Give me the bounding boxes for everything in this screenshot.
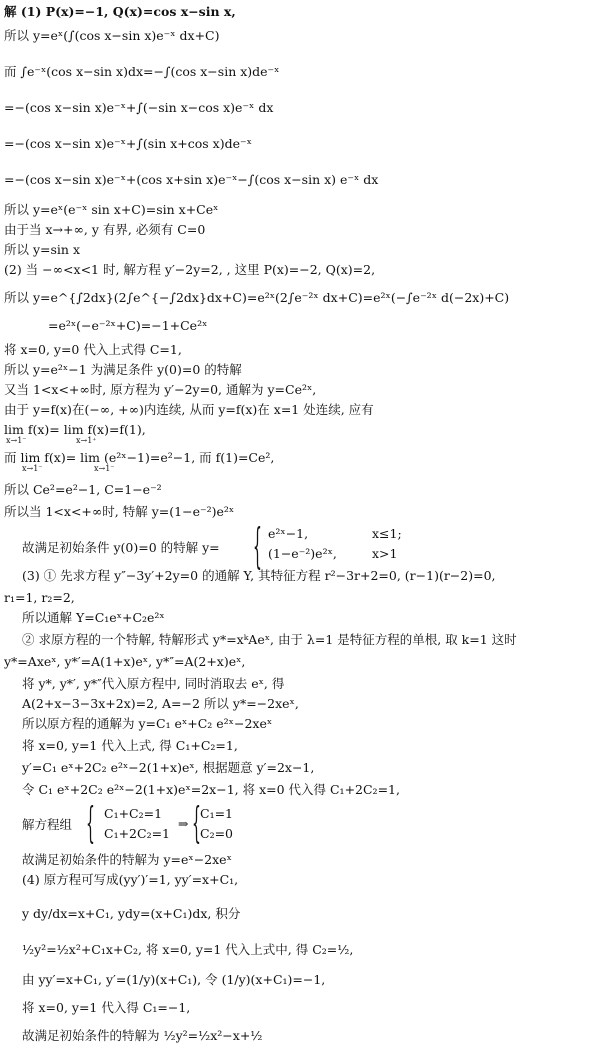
line-12: 将 x=0, y=0 代入上式得 C=1, [4, 342, 182, 357]
brace-symbol: { [253, 521, 262, 576]
line-35: y dy/dx=x+C₁, ydy=(x+C₁)dx, 积分 [22, 906, 241, 921]
system-brace-left: { [86, 801, 95, 849]
line-3: =−(cos x−sin x)e⁻ˣ+∫(−sin x−cos x)e⁻ˣ dx [4, 100, 274, 115]
system-right-eq2: C₂=0 [200, 826, 234, 841]
piece-case2-cond: x>1 [372, 546, 398, 561]
line-36: ½y²=½x²+C₁x+C₂, 将 x=0, y=1 代入上式中, 得 C₂=½, [22, 942, 354, 957]
piece-case1-cond: x≤1; [372, 526, 402, 541]
line-33: 故满足初始条件的特解为 y=eˣ−2xeˣ [22, 852, 232, 867]
line-38: 将 x=0, y=1 代入得 C₁=−1, [22, 1000, 191, 1015]
line-19: 所以当 1<x<+∞时, 特解 y=(1−e⁻²)e²ˣ [4, 504, 235, 519]
line-5: =−(cos x−sin x)e⁻ˣ+(cos x+sin x)e⁻ˣ−∫(cos x−sin x) e⁻ˣ dx [4, 172, 379, 187]
line-37: 由 yy′=x+C₁, y′=(1/y)(x+C₁), 令 (1/y)(x+C₁)=−1, [22, 972, 326, 987]
piece-case2-expr: (1−e⁻²)e²ˣ, [268, 546, 337, 561]
solution-label: 解 (1) P(x)=−1, Q(x)=cos x−sin x, [4, 4, 236, 19]
line-27: A(2+x−3−3x+2x)=2, A=−2 所以 y*=−2xeˣ, [22, 696, 299, 711]
line-24: ② 求原方程的一个特解, 特解形式 y*=xᵏAeˣ, 由于 λ=1 是特征方程的单根, 取 k=1 这时 [22, 632, 517, 647]
system-left-eq2: C₁+2C₂=1 [104, 826, 171, 841]
lim-sub-1: x→1⁻ [6, 436, 27, 445]
line-30: y′=C₁ eˣ+2C₂ e²ˣ−2(1+x)eˣ, 根据题意 y′=2x−1, [22, 760, 315, 775]
line-31: 令 C₁ eˣ+2C₂ e²ˣ−2(1+x)eˣ=2x−1, 将 x=0 代入得 C₁+2C₂=1, [22, 782, 400, 797]
line-21: (3) ① 先求方程 y″−3y′+2y=0 的通解 Y, 其特征方程 r²−3r+2=0, (r−1)(r−2)=0, [22, 568, 496, 583]
line-14: 又当 1<x<+∞时, 原方程为 y′−2y=0, 通解为 y=Ce²ˣ, [4, 382, 317, 397]
system-right-eq1: C₁=1 [200, 806, 234, 821]
line-29: 将 x=0, y=1 代入上式, 得 C₁+C₂=1, [22, 738, 238, 753]
line-26: 将 y*, y*′, y*″代入原方程中, 同时消取去 eˣ, 得 [22, 676, 285, 691]
line-2: 而 ∫e⁻ˣ(cos x−sin x)dx=−∫(cos x−sin x)de⁻ˣ [4, 64, 280, 79]
line-28: 所以原方程的通解为 y=C₁ eˣ+C₂ e²ˣ−2xeˣ [22, 716, 273, 731]
line-20: 故满足初始条件 y(0)=0 的特解 y= [22, 540, 220, 555]
line-8: 所以 y=sin x [4, 242, 80, 257]
part1-heading [4, 4, 236, 20]
line-32: 解方程组 [22, 817, 73, 832]
line-17: 而 lim f(x)= lim (e²ˣ−1)=e²−1, 而 f(1)=Ce², [4, 450, 275, 465]
line-13: 所以 y=e²ˣ−1 为满足条件 y(0)=0 的特解 [4, 362, 242, 377]
line-4: =−(cos x−sin x)e⁻ˣ+∫(sin x+cos x)de⁻ˣ [4, 136, 252, 151]
line-7: 由于当 x→+∞, y 有界, 必须有 C=0 [4, 222, 206, 237]
line-39: 故满足初始条件的特解为 ½y²=½x²−x+½ [22, 1028, 263, 1043]
lim-sub-3: x→1⁻ [22, 464, 43, 473]
line-25: y*=Axeˣ, y*′=A(1+x)eˣ, y*″=A(2+x)eˣ, [4, 654, 246, 669]
line-34: (4) 原方程可写成(yy′)′=1, yy′=x+C₁, [22, 872, 239, 887]
lim-sub-4: x→1⁻ [94, 464, 115, 473]
system-arrow: ⇒ [178, 816, 189, 831]
line-22: r₁=1, r₂=2, [4, 590, 75, 605]
line-23: 所以通解 Y=C₁eˣ+C₂e²ˣ [22, 610, 165, 625]
line-11: =e²ˣ(−e⁻²ˣ+C)=−1+Ce²ˣ [48, 318, 208, 333]
system-left-eq1: C₁+C₂=1 [104, 806, 163, 821]
system-brace-right: { [192, 801, 201, 849]
line-18: 所以 Ce²=e²−1, C=1−e⁻² [4, 482, 162, 497]
line-16: lim f(x)= lim f(x)=f(1), [4, 422, 146, 437]
line-9: (2) 当 −∞<x<1 时, 解方程 y′−2y=2, , 这里 P(x)=−2, Q(x)=2, [4, 262, 376, 277]
line-15: 由于 y=f(x)在(−∞, +∞)内连续, 从而 y=f(x)在 x=1 处连续, 应有 [4, 402, 374, 417]
line-10: 所以 y=e^{∫2dx}(2∫e^{−∫2dx}dx+C)=e²ˣ(2∫e⁻²ˣ dx+C)=e²ˣ(−∫e⁻²ˣ d(−2x)+C) [4, 290, 510, 305]
line-6: 所以 y=eˣ(e⁻ˣ sin x+C)=sin x+Ceˣ [4, 202, 219, 217]
line-1: 所以 y=eˣ(∫(cos x−sin x)e⁻ˣ dx+C) [4, 28, 220, 43]
lim-sub-2: x→1⁺ [76, 436, 97, 445]
piece-case1-expr: e²ˣ−1, [268, 526, 309, 541]
